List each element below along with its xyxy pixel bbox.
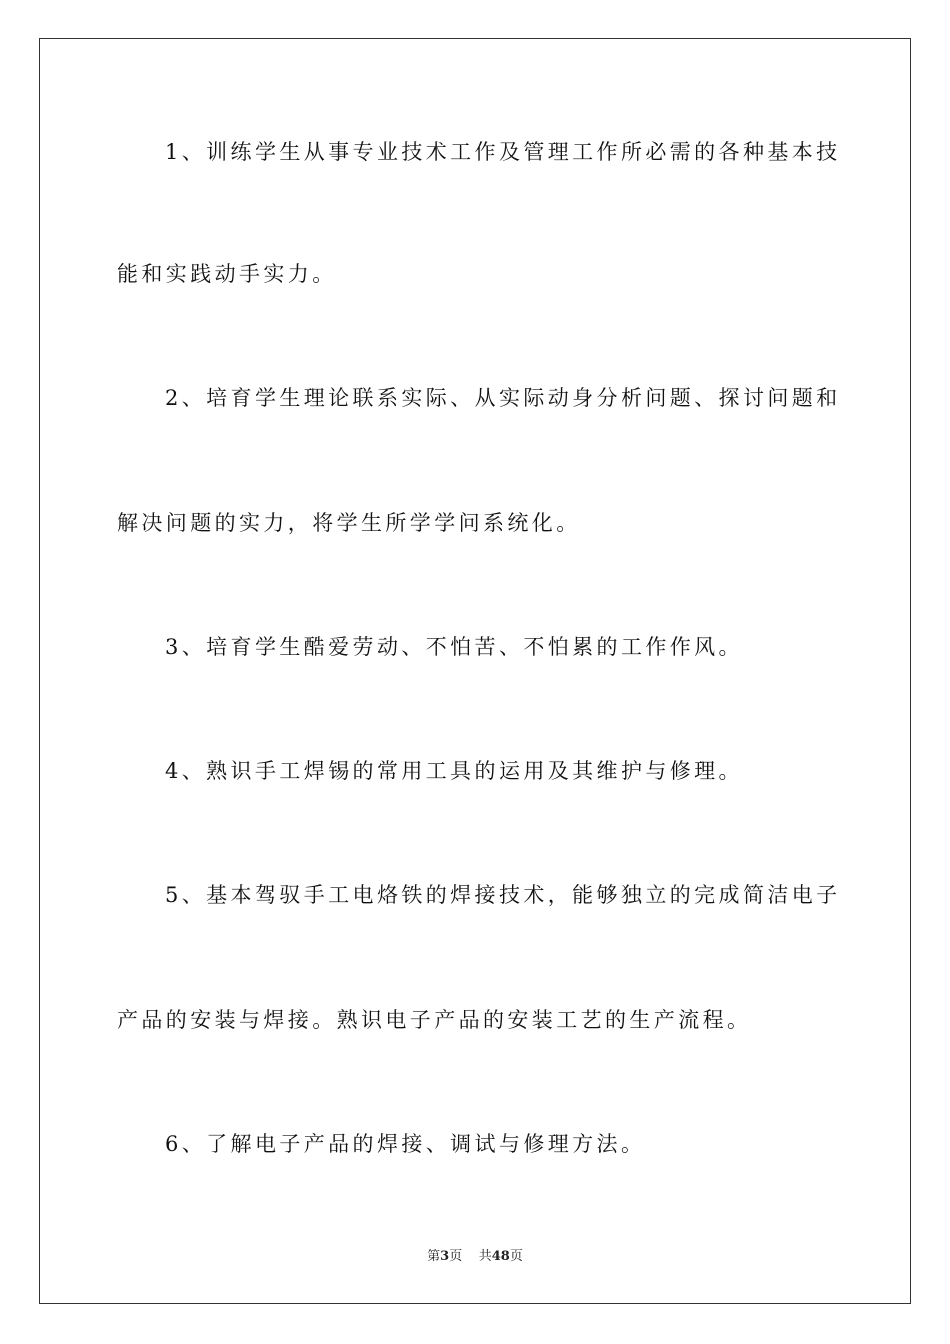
paragraph-5-line-2: 产品的安装与焊接。熟识电子产品的安装工艺的生产流程。 bbox=[117, 1008, 752, 1032]
paragraph-1-line-2: 能和实践动手实力。 bbox=[117, 262, 337, 286]
paragraph-2-line-1: 2、培育学生理论联系实际、从实际动身分析问题、探讨问题和 bbox=[165, 386, 841, 410]
footer-current-page: 3 bbox=[440, 1249, 450, 1264]
page-frame bbox=[39, 38, 911, 1304]
footer-page-prefix: 第 bbox=[427, 1249, 441, 1264]
paragraph-2-line-2: 解决问题的实力，将学生所学学问系统化。 bbox=[117, 511, 581, 535]
paragraph-4: 4、熟识手工焊锡的常用工具的运用及其维护与修理。 bbox=[165, 759, 743, 783]
footer-total-pages: 48 bbox=[491, 1249, 510, 1264]
paragraph-3: 3、培育学生酷爱劳动、不怕苦、不怕累的工作作风。 bbox=[165, 635, 743, 659]
footer-total-prefix: 共 bbox=[478, 1249, 492, 1264]
footer-page-suffix: 页 bbox=[449, 1249, 463, 1264]
paragraph-1-line-1: 1、训练学生从事专业技术工作及管理工作所必需的各种基本技 bbox=[165, 140, 841, 164]
paragraph-6: 6、了解电子产品的焊接、调试与修理方法。 bbox=[165, 1132, 646, 1156]
footer-total-suffix: 页 bbox=[509, 1249, 523, 1264]
page-footer bbox=[0, 1249, 950, 1265]
paragraph-5-line-1: 5、基本驾驭手工电烙铁的焊接技术，能够独立的完成简洁电子 bbox=[165, 883, 841, 907]
